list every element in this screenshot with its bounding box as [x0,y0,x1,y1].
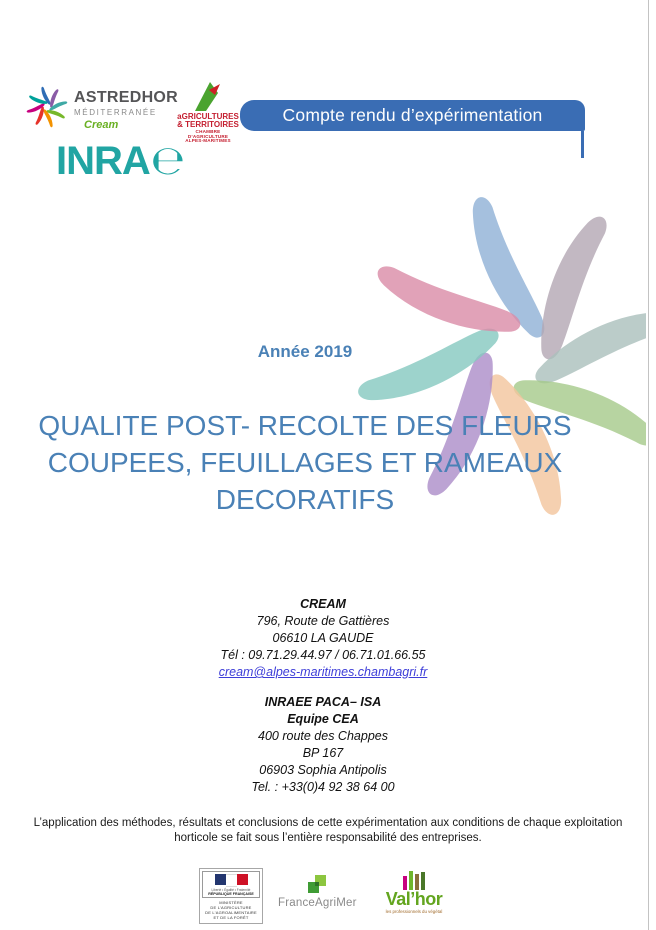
astredhor-flower-icon [24,84,70,130]
title-line-2: COUPEES, FEUILLAGES ET RAMEAUX [47,447,563,478]
ministry-republic: RÉPUBLIQUE FRANÇAISE [208,892,254,896]
inrae-phone: Tel. : +33(0)4 92 38 64 00 [251,780,395,794]
cream-name: CREAM [300,597,346,611]
inrae-block-name: INRAEE PACA– ISA [264,695,382,709]
franceagrimer-icon [306,874,328,896]
banner-label: Compte rendu d’expérimentation [282,105,543,125]
astredhor-logo [24,84,178,131]
ministry-motto: Liberté • Égalité • Fraternité [211,888,251,892]
ministry-title-lines: MINISTÈRE DE L’AGRICULTURE DE L’AGROALIMENTAIRE ET DE LA FORÊT [205,900,257,920]
inrae-address-1: 400 route des Chappes [258,729,388,743]
cream-phone: Tél : 09.71.29.44.97 / 06.71.01.66.55 [220,648,426,662]
french-flag-icon [205,874,257,887]
page-right-edge [648,0,649,930]
franceagrimer-label: FranceAgriMer [278,897,357,909]
franceagrimer-logo [278,874,356,909]
cream-address-2: 06610 LA GAUDE [272,631,374,645]
title-line-3: DECORATIFS [215,484,395,515]
ministry-flag-box [202,871,260,898]
valhor-tagline: les professionnels du végétal [385,909,443,914]
disclaimer-text: L’application des méthodes, résultats et conclusions de cette expérimentation aux conditions de chaque exploitation horticole se fait sous l’entière responsabilité des entreprises. [33,817,623,844]
ministry-logo [199,868,263,924]
valhor-name: Val’hor [385,889,443,909]
chambre-line3: CHAMBRE D’AGRICULTURE [187,128,229,139]
title-line-1: QUALITE POST- RECOLTE DES FLEURS [38,410,572,441]
valhor-stripes-icon [399,870,429,890]
chambre-line4: ALPES-MARITIMES [185,138,231,144]
report-type-banner [240,100,585,131]
astredhor-name: ASTREDHOR [74,89,179,106]
cream-contact-block [0,596,646,681]
cream-address-1: 796, Route de Gattières [256,614,390,628]
valhor-logo [366,870,462,914]
inrae-contact-block [0,694,646,796]
chambre-line2: & TERRITOIRES [177,120,239,130]
chambre-leaf-icon [189,80,227,112]
inrae-logo: INRA℮ [56,138,184,184]
astredhor-region: MÉDITERRANÉE [74,108,157,117]
email-link[interactable]: cream@alpes-maritimes.chambagri.fr [218,665,428,679]
chambre-line1: aGRICULTURES [177,112,239,121]
banner-tail-line [581,131,584,158]
inrae-address-2: BP 167 [302,746,344,760]
inrae-e-glyph: ℮ [150,138,184,184]
chambre-agriculture-logo [176,80,240,144]
inrae-team: Equipe CEA [287,712,359,726]
page-title [20,407,590,518]
inrae-address-3: 06903 Sophia Antipolis [259,763,387,777]
year-label: Année 2019 [257,342,353,361]
astredhor-unit: Cream [84,119,119,131]
